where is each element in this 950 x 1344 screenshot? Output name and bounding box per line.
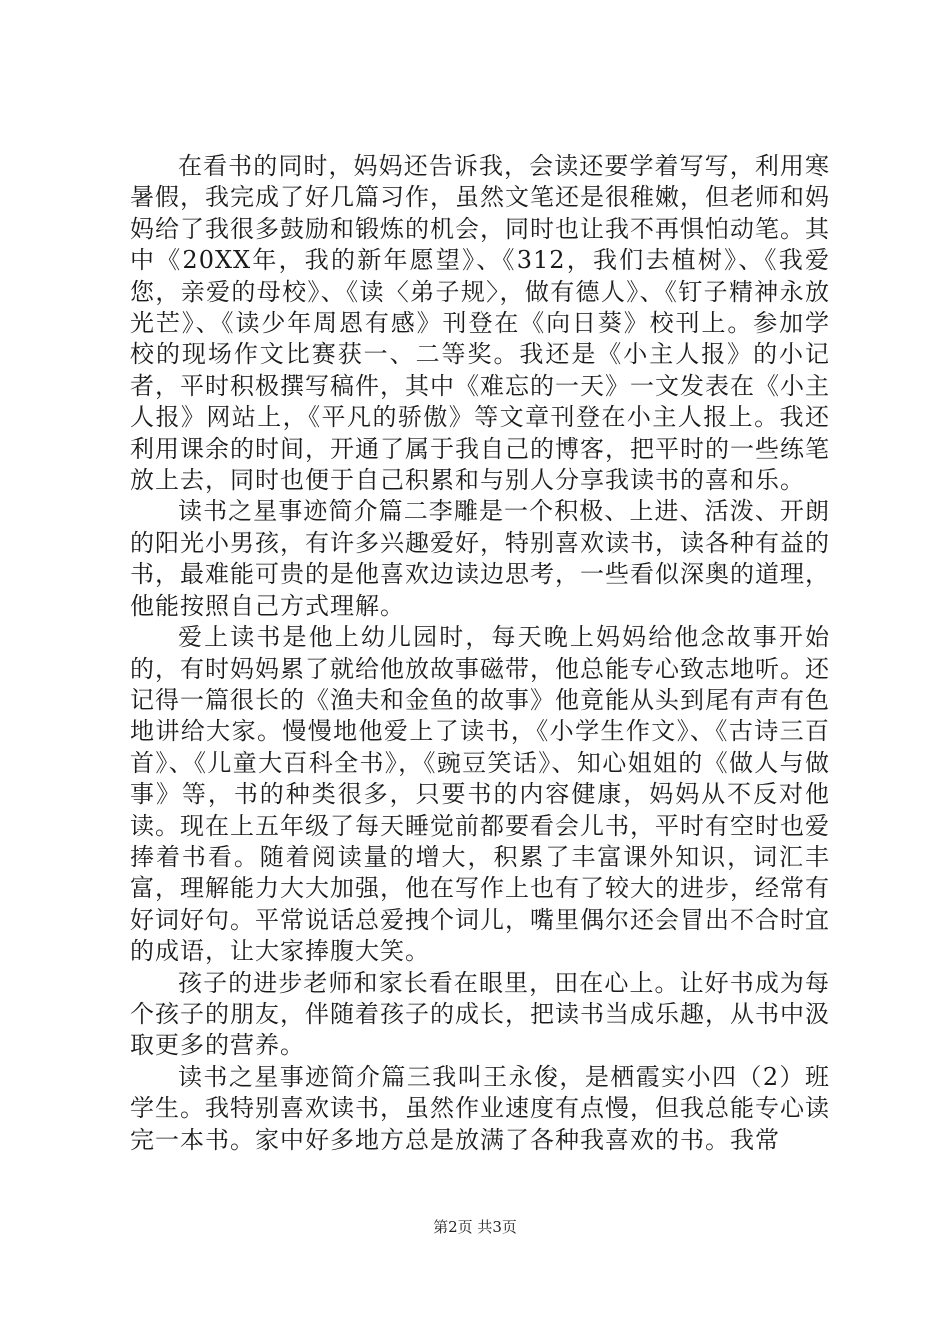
paragraph: 爱上读书是他上幼儿园时，每天晚上妈妈给他念故事开始的，有时妈妈累了就给他放故事磁带，他总能专心致志地听。还记得一篇很长的《渔夫和金鱼的故事》他竟能从头到尾有声有色地讲给大家。慢慢地他爱上了读书，《小学生作文》、《古诗三百首》、《儿童大百科全书》，《豌豆笑话》、知心姐姐的《做人与做事》等，书的种类很多，只要书的内容健康，妈妈从不反对他读。现在上五年级了每天睡觉前都要看会儿书，平时有空时也爱捧着书看。随着阅读量的增大，积累了丰富课外知识，词汇丰富，理解能力大大加强，他在写作上也有了较大的进步，经常有好词好句。平常说话总爱拽个词儿，嘴里偶尔还会冒出不合时宜的成语，让大家捧腹大笑。 [130,623,830,966]
paragraph: 在看书的同时，妈妈还告诉我，会读还要学着写写，利用寒暑假，我完成了好几篇习作，虽然文笔还是很稚嫩，但老师和妈妈给了我很多鼓励和锻炼的机会，同时也让我不再惧怕动笔。其中《20XX年，我的新年愿望》、《312，我们去植树》、《我爱您，亲爱的母校》、《读〈弟子规〉，做有德人》、《钉子精神永放光芒》、《读少年周恩有感》刊登在《向日葵》校刊上。参加学校的现场作文比赛获一、二等奖。我还是《小主人报》的小记者，平时积极撰写稿件，其中《难忘的一天》一文发表在《小主人报》网站上，《平凡的骄傲》等文章刊登在小主人报上。我还利用课余的时间，开通了属于我自己的博客，把平时的一些练笔放上去，同时也便于自己积累和与别人分享我读书的喜和乐。 [130,152,830,495]
page-number-footer: 第2页 共3页 [433,1218,517,1236]
paragraph: 读书之星事迹简介篇二李雕是一个积极、上进、活泼、开朗的阳光小男孩，有许多兴趣爱好，特别喜欢读书，读各种有益的书，最难能可贵的是他喜欢边读边思考，一些看似深奥的道理，他能按照自己方式理解。 [130,497,830,620]
document-body [130,151,830,1156]
paragraph: 孩子的进步老师和家长看在眼里，田在心上。让好书成为每个孩子的朋友，伴随着孩子的成长，把读书当成乐趣，从书中汲取更多的营养。 [130,968,830,1060]
paragraph: 读书之星事迹简介篇三我叫王永俊，是栖霞实小四（2）班学生。我特别喜欢读书，虽然作业速度有点慢，但我总能专心读完一本书。家中好多地方总是放满了各种我喜欢的书。我常 [130,1062,830,1154]
